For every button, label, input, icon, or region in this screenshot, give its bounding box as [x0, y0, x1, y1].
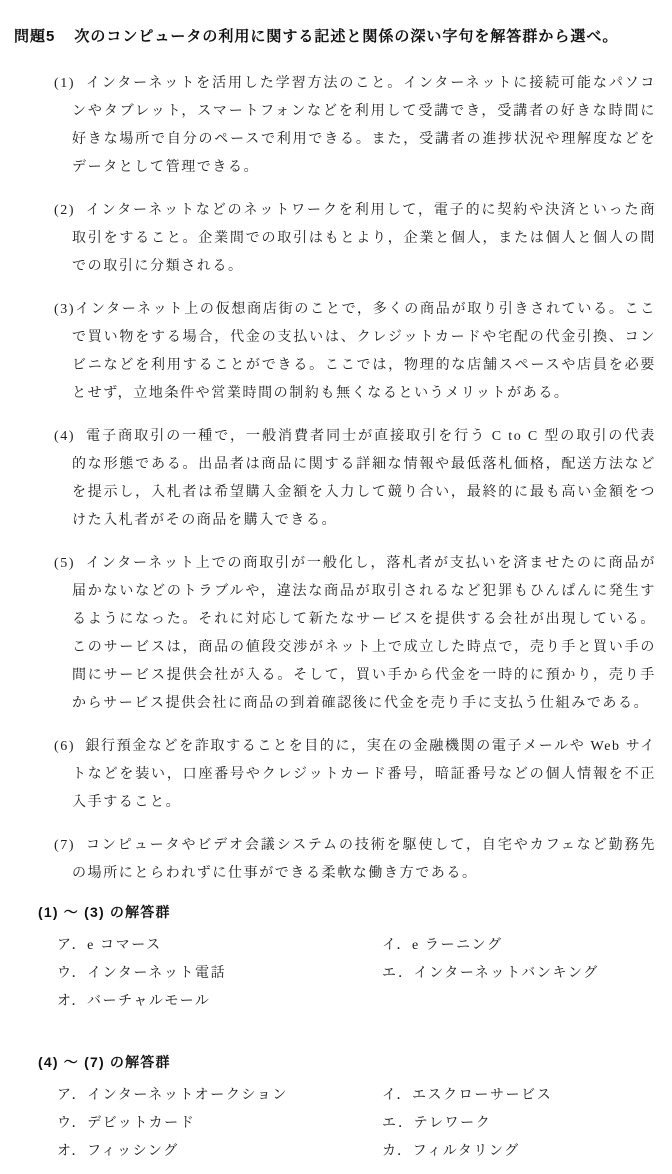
question-number: (6) [54, 739, 86, 754]
problem-title: 次のコンピュータの利用に関する記述と関係の深い字句を解答群から選べ。 [74, 28, 619, 45]
question-paragraph [14, 550, 656, 718]
answer-option [57, 988, 382, 1016]
answer-option-text: インターネット電話 [87, 966, 227, 981]
answer-option-text: フィッシング [86, 1144, 179, 1159]
question-number: (1) [54, 76, 86, 91]
question-text: インターネットを活用した学習方法のこと。インターネットに接続可能なパソコンやタブレット，スマートフォンなどを利用して受講でき，受講者の好きな時間に好きな場所で自分のペースで利用できる。また，受講者の進捗状況や理解度などをデータとして管理できる。 [72, 76, 656, 175]
question-text: インターネット上の仮想商店街のことで，多くの商品が取り引きされている。ここで買い物をする場合，代金の支払いは、クレジットカードや宅配の代金引換、コンビニなどを利用することができる。ここでは，物理的な店舗スペースや店員を必要とせず，立地条件や営業時間の制約も無くなるというメリットがある。 [72, 302, 656, 401]
answer-option-text: テレワーク [413, 1116, 492, 1131]
answer-option-letter: ア． [57, 1088, 88, 1103]
answer-option-letter: ア． [57, 938, 88, 953]
answer-option-text: e ラーニング [411, 938, 503, 953]
answer-option [57, 1110, 382, 1138]
question-paragraph [14, 733, 656, 817]
answer-option-text: e コマース [87, 938, 162, 953]
answer-option [382, 1110, 656, 1138]
question-number: (4) [54, 429, 87, 444]
answer-option-grid [57, 932, 656, 1016]
question-text: 銀行預金などを詐取することを目的に，実在の金融機関の電子メールや Web サイトなどを装い，口座番号やクレジットカード番号，暗証番号などの個人情報を不正入手すること。 [72, 739, 656, 810]
answer-option-text: デビットカード [87, 1116, 196, 1131]
problem-header [14, 26, 656, 48]
answer-option-text: フィルタリング [412, 1144, 520, 1159]
answer-option [382, 932, 656, 960]
answer-group [14, 1048, 656, 1166]
answer-groups [14, 898, 656, 1166]
answer-option-letter: ウ． [57, 966, 88, 981]
answer-option [57, 1082, 382, 1110]
question-paragraph [14, 197, 656, 281]
question-paragraph [14, 296, 656, 408]
question-text: インターネット上での商取引が一般化し，落札者が支払いを済ませたのに商品が届かないなどのトラブルや，違法な商品が取引されるなど犯罪もひんぱんに発生するようになった。それに対応して新たなサービスを提供する会社が出現している。このサービスは，商品の値段交渉がネット上で成立した時点で，売り手と買い手の間にサービス提供会社が入る。そして，買い手から代金を一時的に預かり，売り手からサービス提供会社に商品の到着確認後に代金を売り手に支払う仕組みである。 [72, 556, 656, 711]
question-paragraph [14, 423, 656, 535]
question-list [14, 70, 656, 888]
question-number: (3) [54, 302, 76, 317]
answer-group [14, 898, 656, 1016]
answer-option-text: インターネットオークション [87, 1088, 288, 1103]
answer-group-heading: (1) ～ (3) の解答群 [38, 904, 171, 920]
question-paragraph [14, 832, 656, 888]
question-text: インターネットなどのネットワークを利用して，電子的に契約や決済といった商取引をすること。企業間での取引はもとより，企業と個人，または個人と個人の間での取引に分類される。 [72, 203, 656, 274]
answer-option-letter: オ． [57, 994, 87, 1009]
problem-number-label: 問題5 [14, 28, 56, 45]
question-number: (2) [54, 203, 86, 218]
question-paragraph [14, 70, 656, 182]
answer-option-letter: ウ． [57, 1116, 88, 1131]
answer-option [382, 960, 656, 988]
answer-group-heading: (4) ～ (7) の解答群 [38, 1054, 171, 1070]
answer-option-letter: エ． [382, 1116, 414, 1131]
answer-option [382, 1138, 656, 1166]
answer-option-letter: イ． [382, 938, 412, 953]
answer-option-letter: カ． [382, 1144, 413, 1159]
answer-option-letter: エ． [382, 966, 414, 981]
answer-option-text: インターネットバンキング [413, 966, 599, 981]
answer-option-text: バーチャルモール [86, 994, 211, 1009]
answer-option-letter: イ． [382, 1088, 412, 1103]
answer-option-grid [57, 1082, 656, 1166]
question-text: 電子商取引の一種で，一般消費者同士が直接取引を行う C to C 型の取引の代表的な形態である。出品者は商品に関する詳細な情報や最低落札価格，配送方法などを提示し，入札者は希望購入金額を入力して競り合い，最終的に最も高い金額をつけた入札者がその商品を購入できる。 [72, 429, 656, 528]
answer-option [57, 1138, 382, 1166]
question-text: コンピュータやビデオ会議システムの技術を駆使して，自宅やカフェなど勤務先の場所にとらわれずに仕事ができる柔軟な働き方である。 [72, 838, 657, 881]
answer-option-letter: オ． [57, 1144, 87, 1159]
answer-option [57, 932, 382, 960]
question-number: (5) [54, 556, 86, 571]
answer-option [57, 960, 382, 988]
answer-option [382, 1082, 656, 1110]
question-number: (7) [54, 838, 86, 853]
answer-option-text: エスクローサービス [411, 1088, 553, 1103]
